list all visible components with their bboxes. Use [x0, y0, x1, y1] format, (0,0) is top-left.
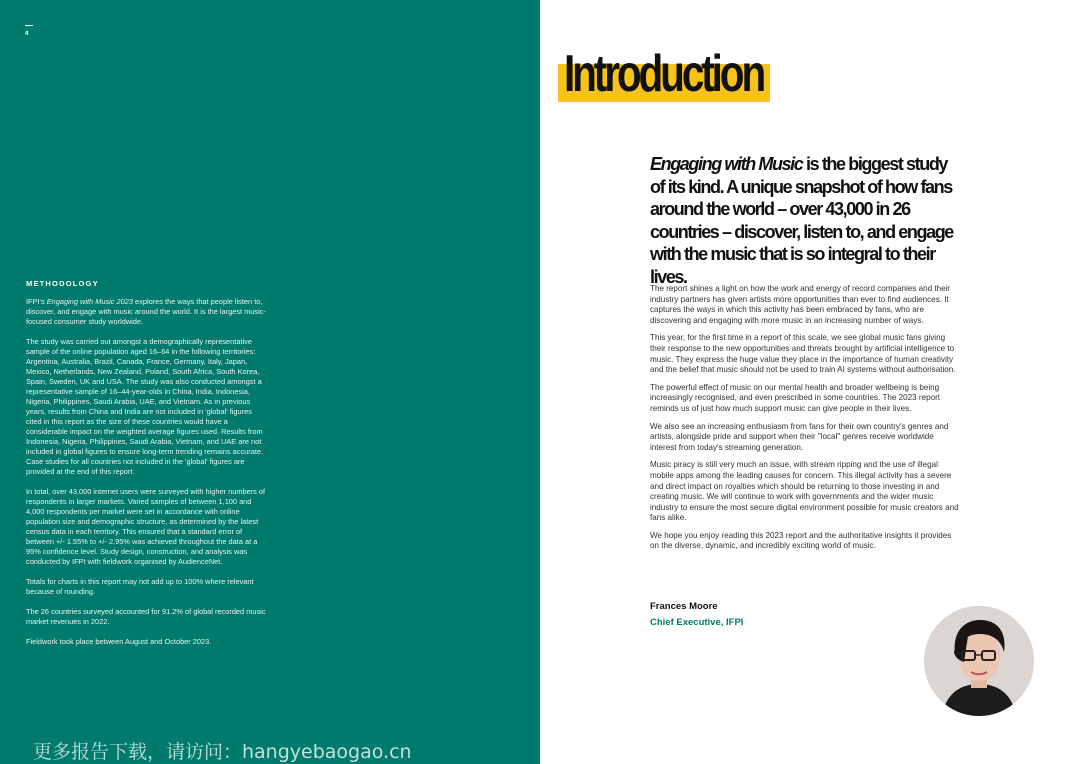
lead-text: is the biggest study of its kind. A unique snapshot of how fans around the world – over 43,000 in 26 countries – discover, listen to, and engage with the music that is so integral to their lives.	[650, 154, 953, 287]
methodology-title: METHODOLOGY	[26, 279, 99, 288]
author-portrait	[924, 606, 1034, 716]
intro-paragraph: This year, for the first time in a report of this scale, we see global music fans giving their response to the new opportunities and threats brought by artificial intelligence to music. They express the huge value they place in the importance of human creativity and the belief that music should not be used to train AI systems without authorisation.	[650, 333, 956, 375]
signature-name: Frances Moore	[650, 601, 718, 612]
intro-paragraph: The powerful effect of music on our mental health and broader wellbeing is being increasingly recognised, and even prescribed in some countries. The 2023 report reminds us of just how much support music can give people in their lives.	[650, 382, 941, 413]
methodology-paragraph-6: Fieldwork took place between August and October 2023.	[26, 637, 212, 646]
page-title: Introduction	[564, 45, 764, 103]
methodology-body	[26, 297, 266, 657]
right-page	[540, 0, 1080, 764]
methodology-p1-suffix: explores the ways that people listen to, discover, and engage with music around the world. It is the largest music-focused consumer study worldwide.	[26, 297, 266, 326]
methodology-paragraph-5: The 26 countries surveyed accounted for 91.2% of global recorded music market revenues in 2022.	[26, 607, 266, 626]
lead-statement	[650, 153, 960, 288]
page-number: 4	[25, 31, 29, 37]
methodology-paragraph-3: In total, over 43,000 internet users were surveyed with higher numbers of respondents in larger markets. Varied samples of between 1,100 and 4,000 respondents per market were set in accordance with online population size and demographic structure, as determined by the latest census data in each territory. This ensured that a standard error of between +/- 1.55% to +/- 2.95% was achieved throughout the data at a 95% confidence level. Study design, construction, and analysis was conducted by IFPI with fieldwork organised by AudienceNet.	[26, 487, 266, 566]
intro-paragraph: Music piracy is still very much an issue, with stream ripping and the use of illegal mobile apps among the leading causes for concern. This illegal activity has a severe and direct impact on royalties which should be returning to those investing in and creating music. We will continue to work with governments and the wider music industry to ensure the most secure digital environment possible for music creators and fans alike.	[650, 460, 959, 523]
methodology-paragraph-4: Totals for charts in this report may not add up to 100% where relevant because of rounding.	[26, 577, 254, 596]
intro-paragraph: We hope you enjoy reading this 2023 report and the authoritative insights it provides on the diverse, dynamic, and incredibly exciting world of music.	[650, 530, 952, 551]
signature-role: Chief Executive, IFPI	[650, 617, 744, 628]
methodology-paragraph-2: The study was carried out amongst a demographically representative sample of the online population aged 16–64 in the following territories: Argentina, Australia, Brazil, Canada, France, Germany, Italy, Japan, Mexico, Netherlands, New Zealand, Poland, South Africa, South Korea, Spain, Sweden, UK and USA. The study was also conducted amongst a representative sample of 16–44-year-olds in China, India, Indonesia, Nigeria, Philippines, Saudi Arabia, UAE, and Vietnam. As in previous years, results from China and India are not included in 'global' figures cited in this report as the size of these countries would have a considerable impact on the weighted average figures used. Results from Indonesia, Nigeria, Philippines, Saudi Arabia, Vietnam, and UAE are not included in global figures to ensure long-term trending remains accurate. Case studies for all countries not included in the 'global' figures are provided at the end of this report.	[26, 337, 264, 476]
portrait-illustration	[924, 606, 1034, 716]
methodology-paragraph-1	[26, 297, 266, 327]
watermark-link[interactable]: 更多报告下载，请访问：hangyebaogao.cn	[33, 741, 412, 763]
intro-paragraph: We also see an increasing enthusiasm from fans for their own country's genres and artists, alongside pride and support when their "local" genres receive worldwide interest from today's streaming generation.	[650, 421, 949, 452]
methodology-p1-italic: Engaging with Music 2023	[46, 297, 133, 306]
methodology-p1-prefix: IFPI's	[26, 297, 47, 306]
page-number-rule	[25, 25, 33, 26]
lead-italic: Engaging with Music	[650, 154, 803, 174]
intro-paragraph: The report shines a light on how the work and energy of record companies and their industry partners has given artists more opportunities than ever to find audiences. It captures the ways in which this activity has been embraced by fans, who are discovering and engaging with more music in an increasing number of ways.	[650, 284, 951, 325]
intro-body	[650, 284, 960, 559]
